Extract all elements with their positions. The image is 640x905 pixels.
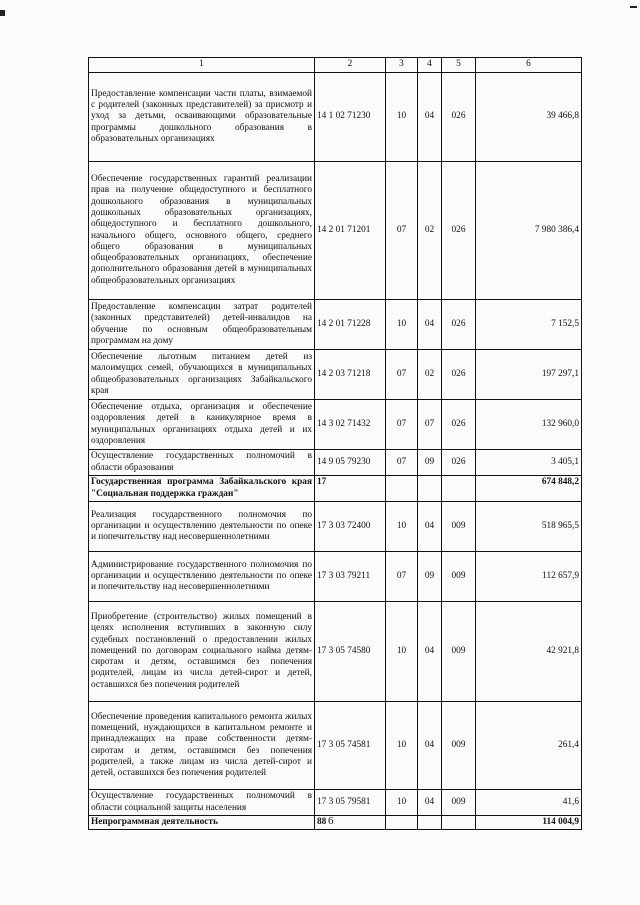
code-cell: 17 3 03 72400	[315, 502, 386, 552]
budget-table	[88, 57, 582, 830]
page-number: 6	[328, 815, 334, 827]
code-cell: 14 2 01 71228	[315, 300, 386, 350]
col3-cell	[386, 816, 418, 830]
col4-cell: 09	[418, 450, 442, 476]
description-cell: Государственная программа Забайкальского края "Социальная поддержка граждан"	[89, 476, 315, 502]
description-cell: Обеспечение государственных гарантий реализации прав на получение общедоступного и бесплатного дошкольного образования в муниципальных дошкольных образовательных организациях, общедоступного и бесплатного дошкольного, начального общего, основного общего, среднего общего образования в муниципальных общеобразовательных организациях, обеспечение дополнительного образования детей в муниципальных общеобразовательных организациях	[89, 162, 315, 300]
amount-cell: 42 921,8	[476, 602, 582, 702]
col4-cell	[418, 476, 442, 502]
amount-cell: 39 466,8	[476, 73, 582, 162]
col5-cell: 009	[442, 602, 476, 702]
table-row	[89, 502, 582, 552]
amount-cell: 261,4	[476, 702, 582, 790]
col4-cell: 04	[418, 73, 442, 162]
code-cell: 88	[315, 816, 386, 830]
table-row-program	[89, 816, 582, 830]
header-cell: 6	[476, 58, 582, 73]
table-row	[89, 73, 582, 162]
amount-cell: 7 980 386,4	[476, 162, 582, 300]
amount-cell: 197 297,1	[476, 350, 582, 400]
col3-cell	[386, 476, 418, 502]
table-row	[89, 552, 582, 602]
table-row	[89, 790, 582, 816]
header-cell: 2	[315, 58, 386, 73]
col3-cell: 10	[386, 73, 418, 162]
description-cell: Реализация государственного полномочия по организации и осуществлению деятельности по опеке и попечительству над несовершеннолетними	[89, 502, 315, 552]
col3-cell: 10	[386, 502, 418, 552]
description-cell: Обеспечение льготным питанием детей из малоимущих семей, обучающихся в муниципальных общеобразовательных организациях Забайкальского края	[89, 350, 315, 400]
col3-cell: 10	[386, 602, 418, 702]
col3-cell: 07	[386, 400, 418, 450]
description-cell: Администрирование государственного полномочия по организации и осуществлению деятельности по опеке и попечительству над несовершеннолетними	[89, 552, 315, 602]
header-cell: 4	[418, 58, 442, 73]
col5-cell: 009	[442, 552, 476, 602]
header-cell: 1	[89, 58, 315, 73]
scan-dash	[630, 6, 637, 8]
code-cell: 14 2 03 71218	[315, 350, 386, 400]
description-cell: Непрограммная деятельность	[89, 816, 315, 830]
col4-cell: 04	[418, 502, 442, 552]
col5-cell: 009	[442, 790, 476, 816]
amount-cell: 114 004,9	[476, 816, 582, 830]
table-row	[89, 162, 582, 300]
amount-cell: 674 848,2	[476, 476, 582, 502]
col4-cell: 04	[418, 300, 442, 350]
description-cell: Обеспечение отдыха, организация и обеспечение оздоровления детей в каникулярное время в муниципальных организациях отдыха детей и их оздоровления	[89, 400, 315, 450]
col3-cell: 10	[386, 702, 418, 790]
col5-cell: 026	[442, 162, 476, 300]
description-cell: Осуществление государственных полномочий в области социальной защиты населения	[89, 790, 315, 816]
code-cell: 14 3 02 71432	[315, 400, 386, 450]
description-cell: Осуществление государственных полномочий в области образования	[89, 450, 315, 476]
table-row	[89, 702, 582, 790]
code-cell: 14 9 05 79230	[315, 450, 386, 476]
description-cell: Предоставление компенсации затрат родителей (законных представителей) детей-инвалидов на обучение по основным общеобразовательным программам на дому	[89, 300, 315, 350]
col5-cell: 026	[442, 350, 476, 400]
col4-cell: 07	[418, 400, 442, 450]
scan-mark	[0, 10, 5, 16]
col5-cell	[442, 816, 476, 830]
header-cell: 5	[442, 58, 476, 73]
table-row	[89, 450, 582, 476]
table-row	[89, 400, 582, 450]
code-cell: 17 3 05 74580	[315, 602, 386, 702]
col5-cell: 009	[442, 702, 476, 790]
amount-cell: 3 405,1	[476, 450, 582, 476]
description-cell: Предоставление компенсации части платы, взимаемой с родителей (законных представителей) за присмотр и уход за детьми, осваивающими образовательные программы дошкольного образования в образовательных организациях	[89, 73, 315, 162]
amount-cell: 112 657,9	[476, 552, 582, 602]
col4-cell: 02	[418, 350, 442, 400]
col3-cell: 07	[386, 552, 418, 602]
col3-cell: 07	[386, 450, 418, 476]
col4-cell	[418, 816, 442, 830]
amount-cell: 7 152,5	[476, 300, 582, 350]
col4-cell: 04	[418, 790, 442, 816]
description-cell: Обеспечение проведения капитального ремонта жилых помещений, нуждающихся в капитальном ремонте и принадлежащих на праве собственности детям-сиротам и детям, оставшимся без попечения родителей, а также лицам из числа детей-сирот и детей, оставшихся без попечения родителей	[89, 702, 315, 790]
table-row-program	[89, 476, 582, 502]
code-cell: 17 3 03 79211	[315, 552, 386, 602]
code-cell: 14 1 02 71230	[315, 73, 386, 162]
code-cell: 17	[315, 476, 386, 502]
col5-cell: 009	[442, 502, 476, 552]
col3-cell: 07	[386, 162, 418, 300]
col4-cell: 04	[418, 602, 442, 702]
amount-cell: 41,6	[476, 790, 582, 816]
code-cell: 14 2 01 71201	[315, 162, 386, 300]
col3-cell: 07	[386, 350, 418, 400]
table-row	[89, 602, 582, 702]
col5-cell: 026	[442, 73, 476, 162]
col5-cell	[442, 476, 476, 502]
amount-cell: 518 965,5	[476, 502, 582, 552]
col4-cell: 09	[418, 552, 442, 602]
col3-cell: 10	[386, 300, 418, 350]
header-cell: 3	[386, 58, 418, 73]
col4-cell: 02	[418, 162, 442, 300]
code-cell: 17 3 05 79581	[315, 790, 386, 816]
col5-cell: 026	[442, 400, 476, 450]
col4-cell: 04	[418, 702, 442, 790]
description-cell: Приобретение (строительство) жилых помещений в целях исполнения вступивших в законную силу судебных постановлений о предоставлении жилых помещений по договорам социального найма детям-сиротам и детям, оставшимся без попечения родителей, лицам из числа детей-сирот и детей, оставшихся без попечения родителей	[89, 602, 315, 702]
amount-cell: 132 960,0	[476, 400, 582, 450]
col5-cell: 026	[442, 450, 476, 476]
table-row	[89, 350, 582, 400]
code-cell: 17 3 05 74581	[315, 702, 386, 790]
col3-cell: 10	[386, 790, 418, 816]
header-row	[89, 58, 582, 73]
table-row	[89, 300, 582, 350]
col5-cell: 026	[442, 300, 476, 350]
